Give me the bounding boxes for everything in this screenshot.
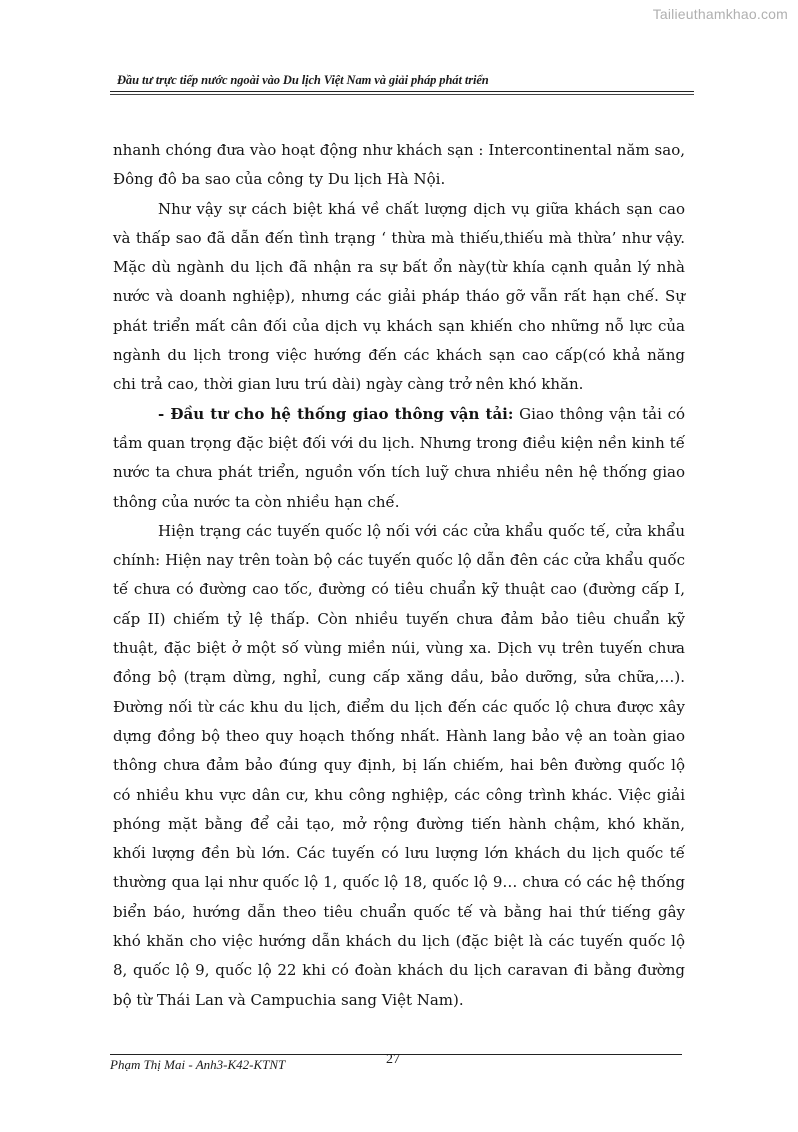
header-rule-thin [110, 94, 694, 95]
watermark: Tailieuthamkhao.com [652, 6, 788, 22]
paragraph-1: nhanh chóng đưa vào hoạt động như khách sạn : Intercontinental năm sao, Đông đô ba sao của công ty Du lịch Hà Nội. [113, 141, 685, 189]
paragraph-3 [113, 400, 685, 517]
page-number: 27 [386, 1052, 400, 1067]
paragraph-4: Hiện trạng các tuyến quốc lộ nối với các cửa khẩu quốc tế, cửa khẩu chính: Hiện nay trên toàn bộ các tuyến quốc lộ dẫn đên các cửa khẩu quốc tế chưa có đường cao tốc, đường có tiêu chuẩn kỹ thuật cao (đường cấp I, cấp II) chiếm tỷ lệ thấp. Còn nhiều tuyến chưa đảm bảo tiêu chuẩn kỹ thuật, đặc biệt ở một số vùng miền núi, vùng xa. Dịch vụ trên tuyến chưa đồng bộ (trạm dừng, nghỉ, cung cấp xăng dầu, bảo dưỡng, sửa chữa,…). Đường nối từ các khu du lịch, điểm du lịch đến các quốc lộ chưa được xây dựng đồng bộ theo quy hoạch thống nhất. Hành lang bảo vệ an toàn giao thông chưa đảm bảo đúng quy định, bị lấn chiếm, hai bên đường quốc lộ có nhiều khu vực dân cư, khu công nghiệp, các công trình khác. Việc giải phóng mặt bằng để cải tạo, mở rộng đường tiến hành chậm, khó khăn, khối lượng đền bù lớn. Các tuyến có lưu lượng lớn khách du lịch quốc tế thường qua lại như quốc lộ 1, quốc lộ 18, quốc lộ 9… chưa có các hệ thống biển báo, hướng dẫn theo tiêu chuẩn quốc tế và bằng hai thứ tiếng gây khó khăn cho việc hướng dẫn khách du lịch (đặc biệt là các tuyến quốc lộ 8, quốc lộ 9, quốc lộ 22 khi có đoàn khách du lịch caravan đi bằng đường bộ từ Thái Lan và Campuchia sang Việt Nam). [113, 521, 685, 1009]
header-rule [110, 91, 694, 92]
section-heading-transport: - Đầu tư cho hệ thống giao thông vận tải: [158, 404, 514, 423]
footer-author: Phạm Thị Mai - Anh3-K42-KTNT [110, 1057, 286, 1072]
paragraph-2: Như vậy sự cách biệt khá về chất lượng dịch vụ giữa khách sạn cao và thấp sao đã dẫn đến tình trạng ‘ thừa mà thiếu,thiếu mà thừa’ như vậy. Mặc dù ngành du lịch đã nhận ra sự bất ổn này(từ khía cạnh quản lý nhà nước và doanh nghiệp), nhưng các giải pháp tháo gỡ vẫn rất hạn chế. Sự phát triển mất cân đối của dịch vụ khách sạn khiến cho những nỗ lực của ngành du lịch trong việc hướng đến các khách sạn cao cấp(có khả năng chi trả cao, thời gian lưu trú dài) ngày càng trở nên khó khăn. [113, 199, 685, 394]
paragraph-3-text: Giao thông vận tải có tầm quan trọng đặc biệt đối với du lịch. Nhưng trong điều kiện nền kinh tế nước ta chưa phát triển, nguồn vốn tích luỹ chưa nhiều nên hệ thống giao thông của nước ta còn nhiều hạn chế. [113, 404, 686, 511]
document-body [113, 136, 685, 1015]
running-header-title: Đầu tư trực tiếp nước ngoài vào Du lịch Việt Nam và giải pháp phát triển [117, 73, 489, 87]
